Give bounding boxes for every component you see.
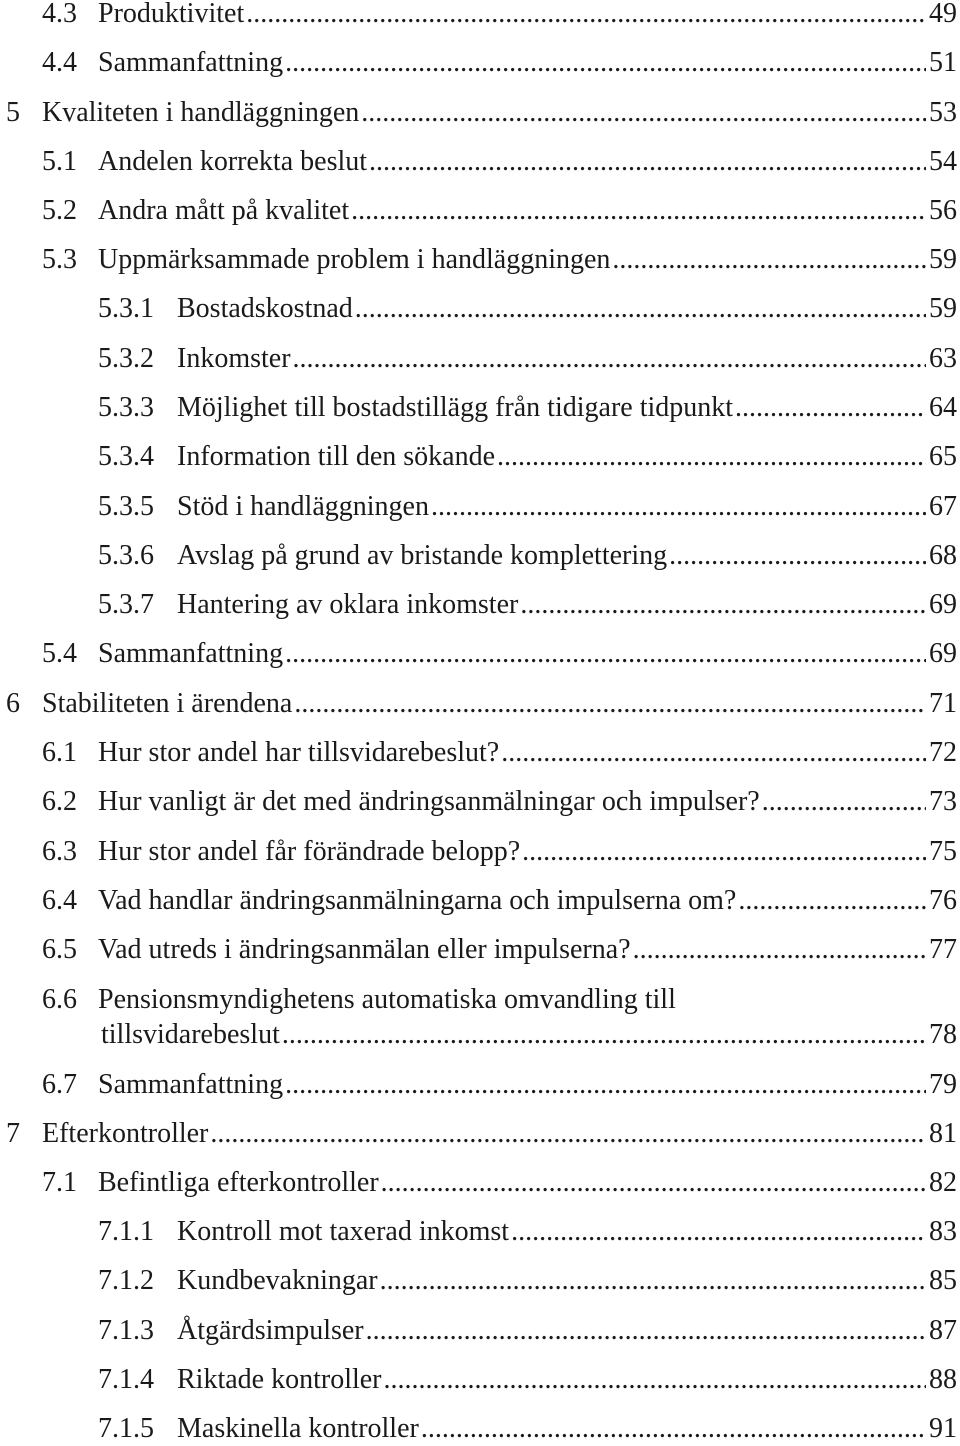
toc-entry-page-number: 65 <box>929 441 957 472</box>
toc-entry-title: Sammanfattning <box>98 638 284 669</box>
toc-entry-page-number: 51 <box>929 47 957 78</box>
toc-entry-number: 7.1 <box>42 1167 77 1198</box>
toc-entry-page-number: 79 <box>929 1069 957 1100</box>
toc-entry[interactable] <box>0 687 957 721</box>
dot-leader <box>421 1412 926 1446</box>
toc-entry-page-number: 64 <box>929 392 957 423</box>
toc-entry-page-number: 59 <box>929 293 957 324</box>
toc-entry[interactable] <box>0 539 957 573</box>
toc-entry-title: Hur stor andel får förändrade belopp? <box>98 836 521 867</box>
toc-entry[interactable] <box>0 292 957 326</box>
toc-entry-number: 5.4 <box>42 638 77 669</box>
toc-entry[interactable] <box>0 835 957 869</box>
toc-entry-title: Pensionsmyndighetens automatiska omvandling till <box>98 984 676 1015</box>
toc-entry-page-number: 82 <box>929 1167 957 1198</box>
toc-entry-title: Åtgärdsimpulser <box>177 1315 364 1346</box>
toc-entry-page-number: 56 <box>929 195 957 226</box>
toc-entry-number: 6.5 <box>42 934 77 965</box>
toc-entry[interactable] <box>0 194 957 228</box>
toc-entry-page-number: 75 <box>929 836 957 867</box>
toc-entry-page-number: 83 <box>929 1216 957 1247</box>
dot-leader <box>384 1363 926 1397</box>
toc-entry-title: Hur stor andel har tillsvidarebeslut? <box>98 737 500 768</box>
toc-entry-number: 5.3.6 <box>98 540 154 571</box>
dot-leader <box>351 194 926 228</box>
toc-entry-title: Sammanfattning <box>98 1069 284 1100</box>
toc-entry[interactable] <box>0 1117 957 1151</box>
toc-entry-page-number: 69 <box>929 638 957 669</box>
toc-entry[interactable] <box>0 884 957 918</box>
dot-leader <box>431 490 926 524</box>
toc-entry-number: 6.7 <box>42 1069 77 1100</box>
toc-entry-page-number: 85 <box>929 1265 957 1296</box>
toc-entry-page-number: 63 <box>929 343 957 374</box>
toc-entry-title: Andelen korrekta beslut <box>98 146 368 177</box>
toc-entry-number: 6 <box>6 688 20 719</box>
dot-leader <box>633 933 926 967</box>
toc-entry-page-number: 49 <box>929 0 957 29</box>
toc-entry-number: 7.1.3 <box>98 1315 154 1346</box>
toc-entry[interactable] <box>0 1166 957 1200</box>
toc-entry-title: Kundbevakningar <box>177 1265 378 1296</box>
dot-leader <box>361 96 926 130</box>
toc-entry-number: 6.1 <box>42 737 77 768</box>
toc-entry[interactable] <box>0 1068 957 1102</box>
toc-entry-number: 5.3 <box>42 244 77 275</box>
dot-leader <box>762 785 926 819</box>
toc-entry-number: 7.1.4 <box>98 1364 154 1395</box>
toc-entry-number: 7.1.2 <box>98 1265 154 1296</box>
dot-leader <box>355 292 926 326</box>
toc-entry[interactable] <box>0 440 957 474</box>
toc-entry-number: 5.3.3 <box>98 392 154 423</box>
toc-entry-title: Vad handlar ändringsanmälningarna och impulserna om? <box>98 885 737 916</box>
toc-entry-page-number: 78 <box>929 1019 957 1050</box>
toc-entry[interactable] <box>0 342 957 376</box>
toc-entry[interactable] <box>0 785 957 819</box>
dot-leader <box>511 1215 926 1249</box>
toc-entry-page-number: 88 <box>929 1364 957 1395</box>
dot-leader <box>501 736 926 770</box>
toc-entry-number: 5.3.5 <box>98 491 154 522</box>
dot-leader <box>612 243 926 277</box>
toc-entry-title: Hantering av oklara inkomster <box>177 589 519 620</box>
toc-entry-title: Riktade kontroller <box>177 1364 382 1395</box>
toc-entry-title: Möjlighet till bostadstillägg från tidigare tidpunkt <box>177 392 734 423</box>
toc-entry-number: 4.4 <box>42 47 77 78</box>
toc-entry-title: Stabiliteten i ärendena <box>42 688 293 719</box>
toc-entry-number: 5.2 <box>42 195 77 226</box>
dot-leader <box>738 884 926 918</box>
toc-entry-title: Kontroll mot taxerad inkomst <box>177 1216 510 1247</box>
toc-entry-title: Hur vanligt är det med ändringsanmälningar och impulser? <box>98 786 760 817</box>
toc-entry-title: Sammanfattning <box>98 47 284 78</box>
toc-entry-number: 6.3 <box>42 836 77 867</box>
toc-entry-number: 4.3 <box>42 0 77 29</box>
toc-entry-number: 6.6 <box>42 984 77 1015</box>
toc-entry-page-number: 76 <box>929 885 957 916</box>
dot-leader <box>369 145 926 179</box>
toc-entry[interactable] <box>0 0 957 31</box>
toc-entry-page-number: 73 <box>929 786 957 817</box>
dot-leader <box>285 637 926 671</box>
toc-entry-title: Andra mått på kvalitet <box>98 195 350 226</box>
dot-leader <box>210 1117 926 1151</box>
toc-entry-number: 5.3.7 <box>98 589 154 620</box>
toc-entry-number: 6.4 <box>42 885 77 916</box>
toc-entry-title: Inkomster <box>177 343 291 374</box>
toc-entry-title: Avslag på grund av bristande komplettering <box>177 540 668 571</box>
toc-entry-number: 7.1.5 <box>98 1413 154 1444</box>
toc-entry-number: 5.3.1 <box>98 293 154 324</box>
toc-entry-title: Stöd i handläggningen <box>177 491 429 522</box>
toc-entry[interactable] <box>0 145 957 179</box>
toc-entry-page-number: 53 <box>929 97 957 128</box>
dot-leader <box>669 539 926 573</box>
dot-leader <box>520 588 926 622</box>
toc-entry-page-number: 59 <box>929 244 957 275</box>
toc-entry[interactable] <box>0 1363 957 1397</box>
toc-entry-title: Vad utreds i ändringsanmälan eller impulserna? <box>98 934 631 965</box>
toc-entry-page-number: 91 <box>929 1413 957 1444</box>
toc-entry-page-number: 68 <box>929 540 957 571</box>
toc-entry-title: Information till den sökande <box>177 441 496 472</box>
toc-entry-page-number: 87 <box>929 1315 957 1346</box>
toc-entry-title: Befintliga efterkontroller <box>98 1167 379 1198</box>
toc-entry-title: Produktivitet <box>98 0 245 29</box>
dot-leader <box>246 0 926 31</box>
dot-leader <box>293 342 926 376</box>
toc-entry[interactable] <box>0 46 957 80</box>
toc-entry[interactable] <box>0 243 957 277</box>
dot-leader <box>285 46 926 80</box>
dot-leader <box>380 1264 926 1298</box>
toc-entry[interactable] <box>0 637 957 671</box>
toc-entry[interactable] <box>0 736 957 770</box>
toc-entry-page-number: 54 <box>929 146 957 177</box>
toc-entry[interactable] <box>0 1314 957 1348</box>
toc-entry-number: 5 <box>6 97 20 128</box>
dot-leader <box>294 687 926 721</box>
toc-entry-title: Efterkontroller <box>42 1118 209 1149</box>
dot-leader <box>366 1314 926 1348</box>
toc-entry[interactable] <box>0 1215 957 1249</box>
toc-entry-title-continuation: tillsvidarebeslut <box>101 1019 280 1050</box>
dot-leader <box>735 391 926 425</box>
toc-entry-number: 6.2 <box>42 786 77 817</box>
toc-entry-number: 7.1.1 <box>98 1216 154 1247</box>
toc-entry-page-number: 72 <box>929 737 957 768</box>
toc-entry[interactable] <box>0 1412 957 1446</box>
toc-entry[interactable] <box>0 391 957 425</box>
toc-entry[interactable] <box>0 588 957 622</box>
toc-entry-number: 5.3.4 <box>98 441 154 472</box>
dot-leader <box>522 835 926 869</box>
toc-entry-title: Bostadskostnad <box>177 293 353 324</box>
toc-entry-number: 5.1 <box>42 146 77 177</box>
toc-entry[interactable] <box>0 933 957 967</box>
dot-leader <box>285 1068 926 1102</box>
toc-entry[interactable] <box>0 1264 957 1298</box>
toc-entry[interactable] <box>0 983 957 1053</box>
toc-entry-title: Kvaliteten i handläggningen <box>42 97 360 128</box>
toc-entry-number: 7 <box>6 1118 20 1149</box>
toc-entry-page-number: 77 <box>929 934 957 965</box>
dot-leader <box>381 1166 926 1200</box>
toc-entry[interactable] <box>0 96 957 130</box>
toc-entry[interactable] <box>0 490 957 524</box>
toc-entry-page-number: 69 <box>929 589 957 620</box>
toc-entry-page-number: 71 <box>929 688 957 719</box>
toc-entry-title: Maskinella kontroller <box>177 1413 419 1444</box>
toc-entry-page-number: 67 <box>929 491 957 522</box>
toc-entry-title: Uppmärksammade problem i handläggningen <box>98 244 611 275</box>
dot-leader <box>282 1018 926 1052</box>
dot-leader <box>497 440 926 474</box>
toc-entry-page-number: 81 <box>929 1118 957 1149</box>
toc-entry-number: 5.3.2 <box>98 343 154 374</box>
